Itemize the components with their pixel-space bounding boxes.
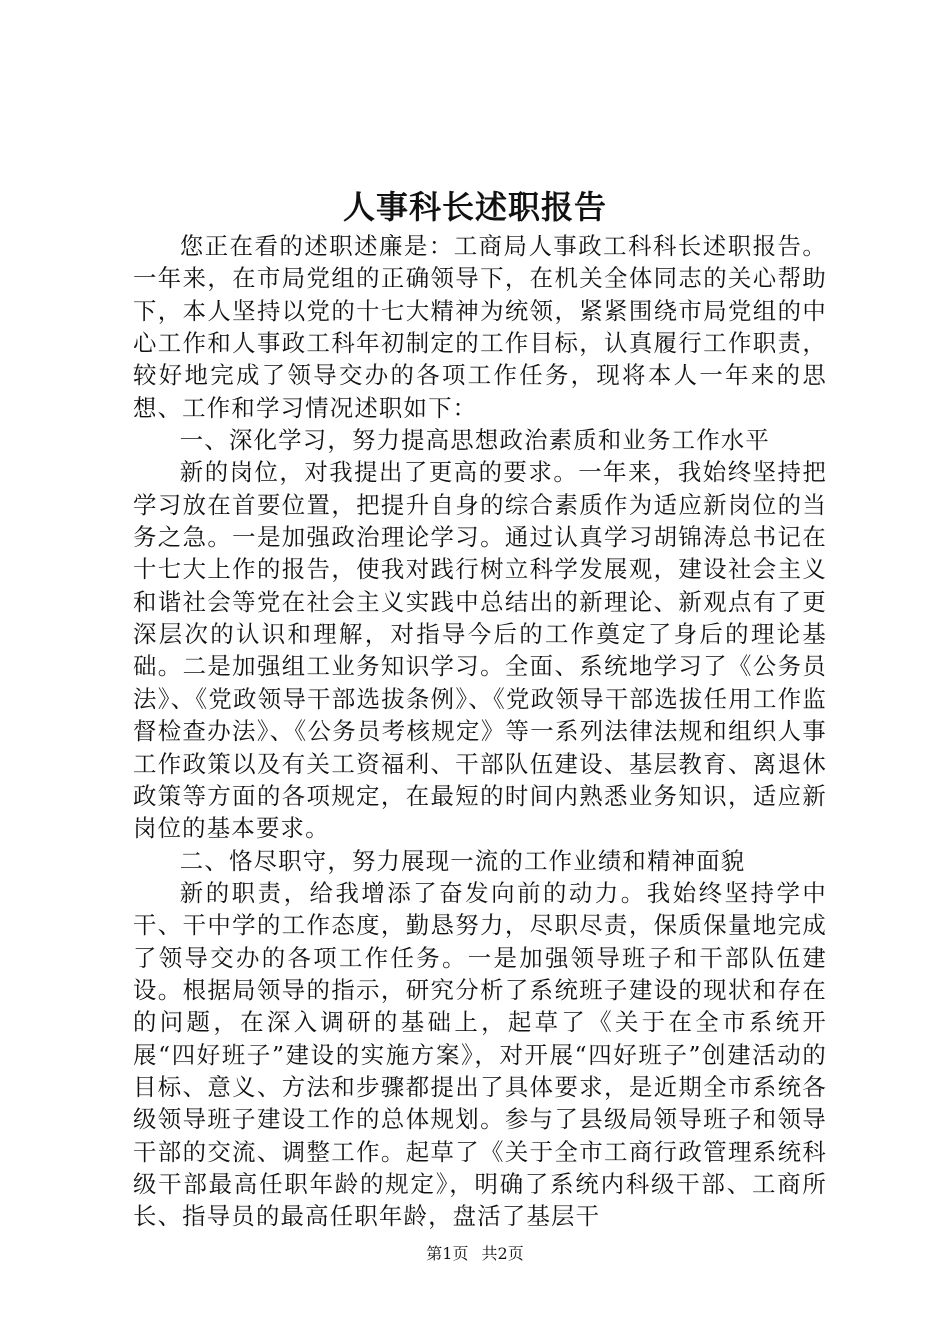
section-1-paragraph: 新的岗位，对我提出了更高的要求。一年来，我始终坚持把学习放在首要位置，把提升自身的综合素质作为适应新岗位的当务之急。一是加强政治理论学习。通过认真学习胡锦涛总书记在十七大上作的报告，使我对践行树立科学发展观，建设社会主义和谐社会等党在社会主义实践中总结出的新理论、新观点有了更深层次的认识和理解，对指导今后的工作奠定了身后的理论基础。二是加强组工业务知识学习。全面、系统地学习了《公务员法》、《党政领导干部选拔条例》、《党政领导干部选拔任用工作监督检查办法》、《公务员考核规定》等一系列法律法规和组织人事工作政策以及有关工资福利、干部队伍建设、基层教育、离退休政策等方面的各项规定，在最短的时间内熟悉业务知识，适应新岗位的基本要求。 (133, 458, 827, 843)
page-number-current: 第1页 (426, 1244, 469, 1263)
document-title: 人事科长述职报告 (342, 188, 607, 226)
document-body (133, 230, 827, 1233)
section-heading-1: 一、深化学习，努力提高思想政治素质和业务工作水平 (179, 426, 770, 455)
page-footer (0, 1244, 950, 1264)
section-heading-2: 二、恪尽职守，努力展现一流的工作业绩和精神面貌 (179, 846, 746, 875)
section-2-paragraph: 新的职责，给我增添了奋发向前的动力。我始终坚持学中干、干中学的工作态度，勤恳努力，尽职尽责，保质保量地完成了领导交办的各项工作任务。一是加强领导班子和干部队伍建设。根据局领导的指示，研究分析了系统班子建设的现状和存在的问题，在深入调研的基础上，起草了《关于在全市系统开展“四好班子”建设的实施方案》，对开展“四好班子”创建活动的目标、意义、方法和步骤都提出了具体要求，是近期全市系统各级领导班子建设工作的总体规划。参与了县级局领导班子和领导干部的交流、调整工作。起草了《关于全市工商行政管理系统科级干部最高任职年龄的规定》，明确了系统内科级干部、工商所长、指导员的最高任职年龄，盘活了基层干 (133, 878, 827, 1231)
intro-paragraph: 您正在看的述职述廉是：工商局人事政工科科长述职报告。一年来，在市局党组的正确领导下，在机关全体同志的关心帮助下，本人坚持以党的十七大精神为统领，紧紧围绕市局党组的中心工作和人事政工科年初制定的工作目标，认真履行工作职责，较好地完成了领导交办的各项工作任务，现将本人一年来的思想、工作和学习情况述职如下： (133, 232, 827, 422)
page-number-total: 共2页 (481, 1244, 524, 1263)
